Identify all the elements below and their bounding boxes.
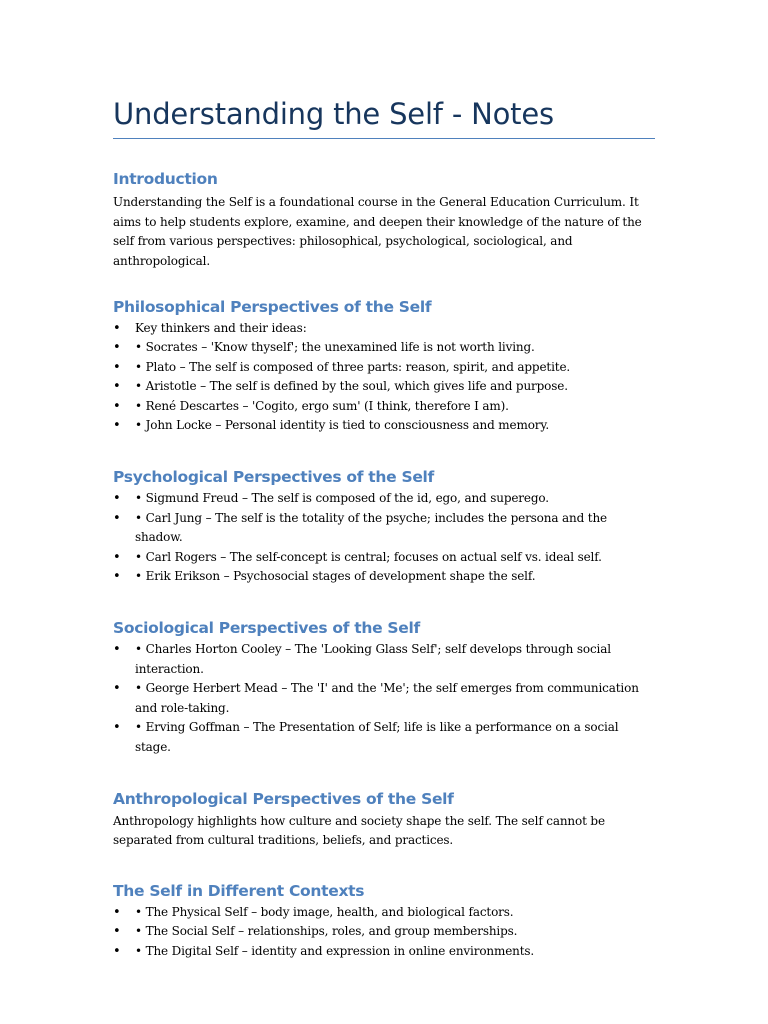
document-page: [113, 94, 655, 961]
bullet-icon: •: [113, 904, 121, 920]
list-item-text: • The Physical Self – body image, health, and biological factors.: [135, 904, 514, 919]
bullet-icon: •: [113, 549, 121, 565]
list-item: [113, 377, 655, 396]
bullet-icon: •: [113, 510, 121, 526]
list-item-text: • Erik Erikson – Psychosocial stages of development shape the self.: [135, 569, 536, 584]
section-heading: Anthropological Perspectives of the Self: [113, 789, 454, 808]
section-heading: The Self in Different Contexts: [113, 881, 365, 900]
section-heading: Philosophical Perspectives of the Self: [113, 298, 432, 316]
section-heading: Sociological Perspectives of the Self: [113, 619, 420, 638]
list-item-text: • Carl Jung – The self is the totality of the psyche; includes the persona and the shadow.: [135, 510, 607, 545]
list-item-text: • John Locke – Personal identity is tied to consciousness and memory.: [135, 418, 550, 433]
list-item-text: • The Social Self – relationships, roles, and group memberships.: [135, 924, 518, 939]
list-item: [113, 319, 655, 338]
list-item-text: • Socrates – 'Know thyself'; the unexamined life is not worth living.: [135, 340, 535, 355]
list-item: [113, 942, 655, 961]
list-item: [113, 567, 655, 586]
list-item: [113, 718, 655, 757]
list-item: [113, 338, 655, 357]
list-item-text: • Sigmund Freud – The self is composed of the id, ego, and superego.: [135, 491, 549, 506]
bullet-icon: •: [113, 943, 121, 959]
bullet-list: [113, 903, 655, 961]
bullet-list: [113, 319, 655, 435]
list-item: [113, 416, 655, 435]
bullet-icon: •: [113, 642, 121, 658]
section-heading: Psychological Perspectives of the Self: [113, 468, 434, 487]
list-item: [113, 397, 655, 416]
bullet-icon: •: [113, 321, 121, 336]
section-psychological: [113, 467, 655, 586]
bullet-icon: •: [113, 491, 121, 507]
section-contexts: [113, 881, 655, 961]
list-item-text: • René Descartes – 'Cogito, ergo sum' (I think, therefore I am).: [135, 398, 509, 413]
section-heading: Introduction: [113, 170, 218, 188]
section-paragraph: Understanding the Self is a foundational course in the General Education Curriculum. It aims to help students explore, examine, and deepen their knowledge of the nature of the self from various perspectives: philosophical, psychological, sociological, and anthropological.: [113, 195, 642, 268]
list-item: [113, 922, 655, 941]
section-paragraph: Anthropology highlights how culture and society shape the self. The self cannot be separated from cultural traditions, beliefs, and practices.: [113, 813, 605, 848]
list-item-text: • Plato – The self is composed of three parts: reason, spirit, and appetite.: [135, 359, 571, 374]
list-item: [113, 489, 655, 508]
list-item: [113, 679, 655, 718]
list-item: [113, 509, 655, 548]
list-item: [113, 358, 655, 377]
bullet-list: [113, 640, 655, 756]
list-item-text: • Charles Horton Cooley – The 'Looking Glass Self'; self develops through social interaction.: [135, 642, 611, 676]
document-title: Understanding the Self - Notes: [113, 94, 655, 139]
bullet-icon: •: [113, 398, 121, 414]
bullet-icon: •: [113, 681, 121, 697]
bullet-icon: •: [113, 569, 121, 585]
section-sociological: [113, 618, 655, 756]
list-item-text: Key thinkers and their ideas:: [135, 321, 307, 335]
section-introduction: [113, 169, 655, 271]
list-item-text: • Aristotle – The self is defined by the soul, which gives life and purpose.: [135, 379, 568, 394]
list-item-text: • George Herbert Mead – The 'I' and the 'Me'; the self emerges from communication and role-taking.: [135, 681, 639, 715]
bullet-icon: •: [113, 924, 121, 940]
bullet-icon: •: [113, 720, 121, 736]
list-item-text: • The Digital Self – identity and expression in online environments.: [135, 943, 535, 958]
list-item-text: • Erving Goffman – The Presentation of Self; life is like a performance on a social stage.: [135, 720, 619, 754]
bullet-icon: •: [113, 359, 121, 375]
bullet-list: [113, 489, 655, 586]
section-philosophical: [113, 297, 655, 435]
bullet-icon: •: [113, 379, 121, 395]
list-item: [113, 640, 655, 679]
section-anthropological: [113, 789, 655, 851]
list-item-text: • Carl Rogers – The self-concept is central; focuses on actual self vs. ideal self.: [135, 549, 602, 564]
bullet-icon: •: [113, 340, 121, 356]
list-item: [113, 903, 655, 922]
bullet-icon: •: [113, 418, 121, 434]
list-item: [113, 548, 655, 567]
